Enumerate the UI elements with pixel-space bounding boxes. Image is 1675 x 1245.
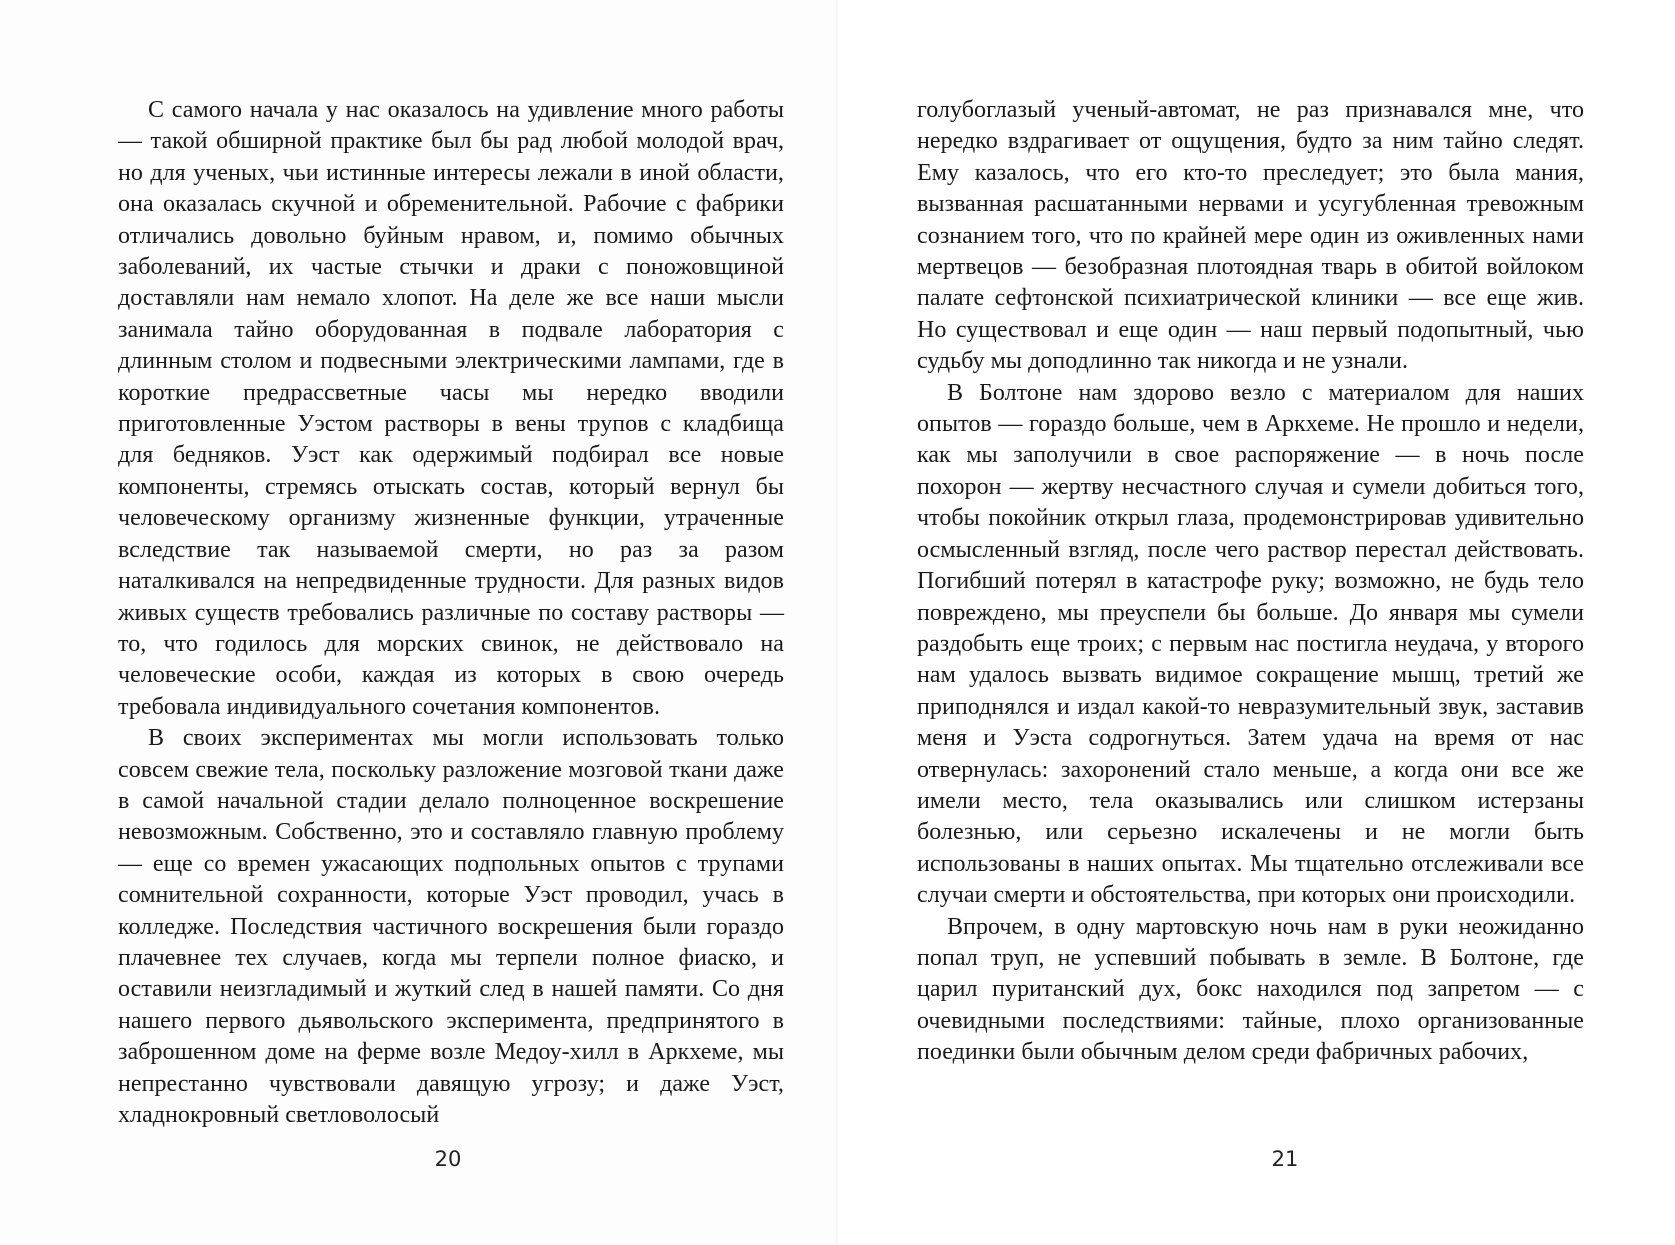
paragraph: голубоглазый ученый-автомат, не раз признавался мне, что нередко вздрагивает от ощущения, будто за ним тайно следят. Ему казалось, что его кто-то преследует; это была мания, вызванная расшатанными нервами и усугубленная тревожным сознанием того, что по крайней мере один из оживленных нами мертвецов — безобразная плотоядная тварь в обитой войлоком палате сефтонской психиатрической клиники — все еще жив. Но существовал и еще один — наш первый подопытный, чью судьбу мы доподлинно так никогда и не узнали. bbox=[917, 97, 1584, 375]
paragraph: С самого начала у нас оказалось на удивление много работы — такой обширной практике был бы рад любой молодой врач, но для ученых, чьи истинные интересы лежали в иной области, она оказалась скучной и обременительной. Рабочие с фабрики отличались довольно буйным нравом, и, помимо обычных заболеваний, их частые стычки и драки с поножовщиной доставляли нам немало хлопот. На деле же все наши мысли занимала тайно оборудованная в подвале лаборатория с длинным столом и подвесными электрическими лампами, где в короткие предрассветные часы мы нередко вводили приготовленные Уэстом растворы в вены трупов с кладбища для бедняков. Уэст как одержимый подбирал все новые компоненты, стремясь отыскать состав, который вернул бы человеческому организму жизненные функции, утраченные вследствие так называемой смерти, но раз за разом наталкивался на непредвиденные трудности. Для разных видов живых существ требовались различные по составу растворы — то, что годилось для морских свинок, не действовало на человеческие особи, каждая из которых в свою очередь требовала индивидуального сочетания компонентов. bbox=[118, 97, 784, 720]
page-number: 21 bbox=[1271, 1147, 1299, 1171]
right-page-text bbox=[917, 95, 1584, 1069]
left-page-text bbox=[118, 95, 784, 1131]
paragraph: Впрочем, в одну мартовскую ночь нам в руки неожиданно попал труп, не успевший побывать в земле. В Болтоне, где царил пуританский дух, бокс находился под запретом — с очевидными последствиями: тайные, плохо организованные поединки были обычным делом среди фабричных рабочих, bbox=[917, 913, 1584, 1066]
paragraph: В Болтоне нам здорово везло с материалом для наших опытов — гораздо больше, чем в Аркхеме. Не прошло и недели, как мы заполучили в свое распоряжение — в ночь после похорон — жертву несчастного случая и сумели добиться того, чтобы покойник открыл глаза, продемонстрировав удивительно осмысленный взгляд, после чего раствор перестал действовать. Погибший потерял в катастрофе руку; возможно, не будь тело повреждено, мы преуспели бы больше. До января мы сумели раздобыть еще троих; с первым нас постигла неудача, у второго нам удалось вызвать видимое сокращение мышц, третий же приподнялся и издал какой-то невразумительный звук, заставив меня и Уэста содрогнуться. Затем удача на время от нас отвернулась: захоронений стало меньше, а когда они все же имели место, тела оказывались или слишком истерзаны болезнью, или серьезно искалечены и не могли быть использованы в наших опытах. Мы тщательно отслеживали все случаи смерти и обстоятельства, при которых они происходили. bbox=[917, 379, 1584, 909]
page-number: 20 bbox=[434, 1147, 462, 1171]
paragraph: В своих экспериментах мы могли использовать только совсем свежие тела, поскольку разложение мозговой ткани даже в самой начальной стадии делало полноценное воскрешение невозможным. Собственно, это и составляло главную проблему — еще со времен ужасающих подпольных опытов с трупами сомнительной сохранности, которые Уэст проводил, учась в колледже. Последствия частичного воскрешения были гораздо плачевнее тех случаев, когда мы терпели полное фиаско, и оставили неизгладимый и жуткий след в нашей памяти. Со дня нашего первого дьявольского эксперимента, предпринятого в заброшенном доме на ферме возле Медоу-хилл в Аркхеме, мы непрестанно чувствовали давящую угрозу; и даже Уэст, хладнокровный светловолосый bbox=[118, 725, 784, 1128]
right-page bbox=[838, 0, 1675, 1245]
